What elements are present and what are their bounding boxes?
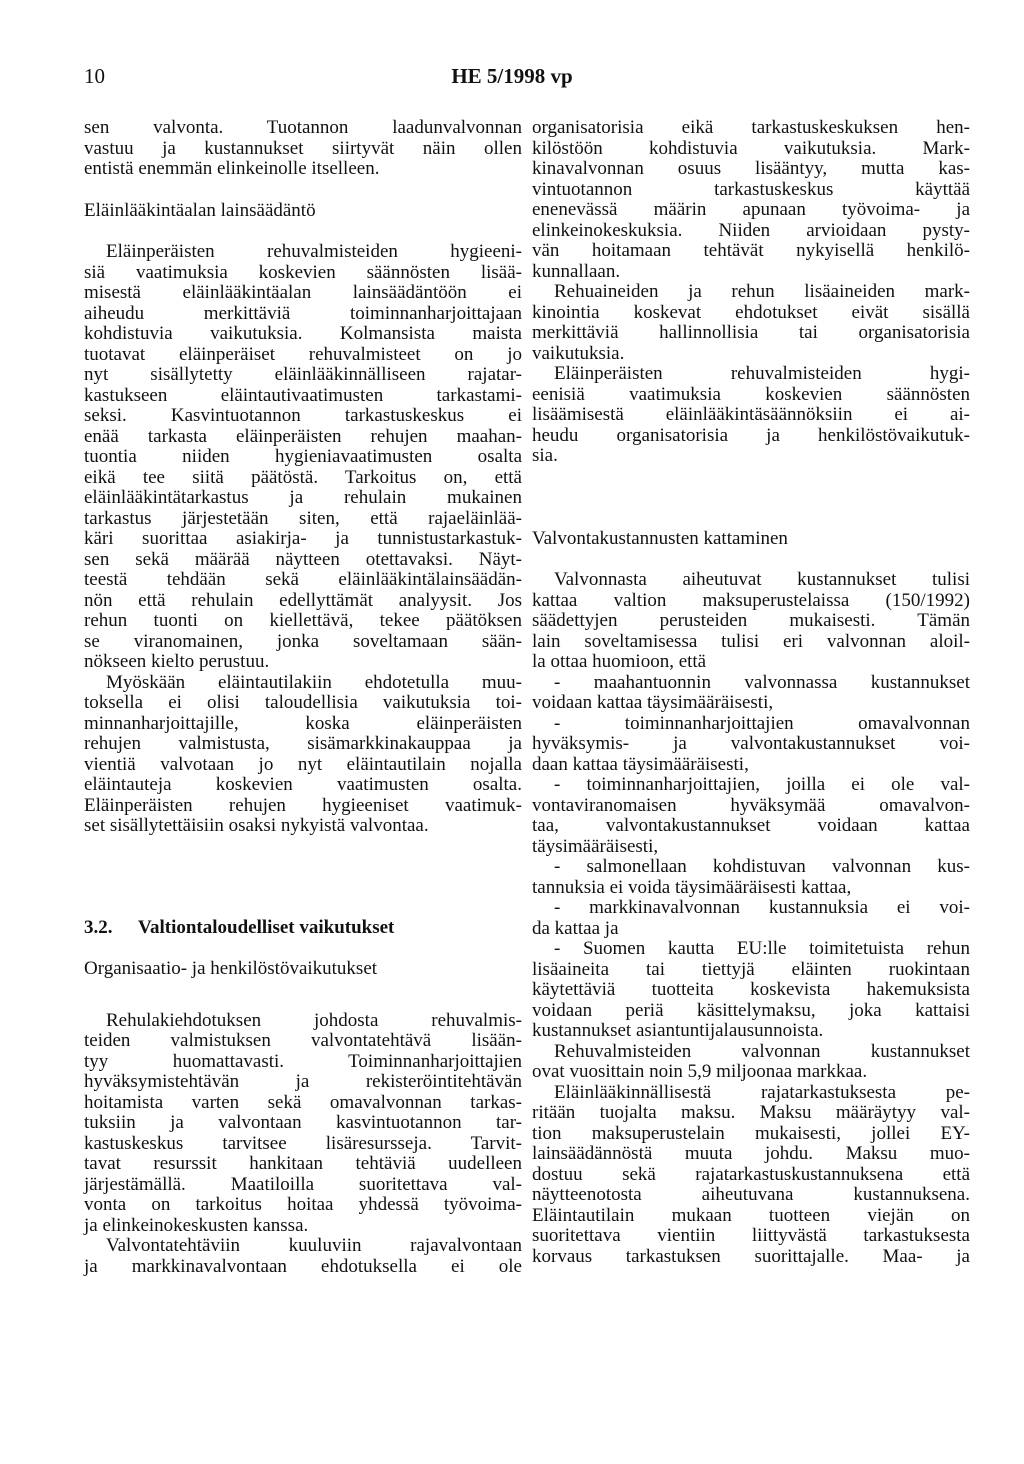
text-line: dostuu sekä rajatarkastuskustannuksena että bbox=[532, 1163, 970, 1185]
section-title: Valtiontaloudelliset vaikutukset bbox=[138, 916, 395, 938]
paragraph bbox=[84, 1011, 522, 1237]
text-line: kunnallaan. bbox=[532, 260, 621, 282]
list-item bbox=[532, 898, 970, 939]
text-line: kohdistuvia vaikutuksia. Kolmansista maista bbox=[84, 323, 522, 344]
text-line: käri suorittaa asiakirja- ja tunnistustarkastuk- bbox=[84, 528, 522, 549]
text-line: - toiminnanharjoittajien omavalvonnan bbox=[554, 712, 970, 734]
text-line: nön että rehulain edellyttämät analyysit. Jos bbox=[84, 589, 522, 611]
text-line: ja elinkeinokeskusten kanssa. bbox=[84, 1214, 309, 1236]
text-line: enää tarkasta eläinperäisten rehujen maahan- bbox=[84, 425, 522, 447]
paragraph bbox=[84, 242, 522, 673]
text-line: Rehuaineiden ja rehun lisäaineiden mark- bbox=[554, 281, 970, 302]
text-line: enenevässä määrin apunaan työvoima- ja bbox=[532, 199, 970, 220]
text-line: organisatorisia eikä tarkastuskeskuksen hen- bbox=[532, 117, 970, 138]
paragraph bbox=[532, 118, 970, 282]
paragraph bbox=[532, 570, 970, 673]
text-line: hyväksymis- ja valvontakustannukset voi- bbox=[532, 733, 970, 754]
text-line: - Suomen kautta EU:lle toimitetuista rehun bbox=[554, 938, 970, 959]
text-line: Rehuvalmisteiden valvonnan kustannukset bbox=[554, 1040, 970, 1062]
left-column bbox=[84, 118, 522, 1277]
running-title: HE 5/1998 vp bbox=[451, 64, 573, 88]
text-line: eläintauteja koskevien vaatimusten osalta. bbox=[84, 774, 522, 795]
right-column bbox=[532, 118, 970, 1267]
text-line: järjestämällä. Maatiloilla suoritettava val- bbox=[84, 1173, 522, 1195]
paragraph bbox=[532, 1042, 970, 1083]
text-line: kilöstöön kohdistuvia vaikutuksia. Mark- bbox=[532, 137, 970, 159]
text-line: teiden valmistuksen valvontatehtävä lisään- bbox=[84, 1030, 522, 1051]
text-line: entistä enemmän elinkeinolle itselleen. bbox=[84, 158, 380, 179]
text-line: Eläinperäisten rehuvalmisteiden hygi- bbox=[554, 363, 970, 384]
text-line: la ottaa huomioon, että bbox=[532, 651, 707, 672]
text-line: korvaus tarkastuksen suorittajalle. Maa- ja bbox=[532, 1245, 970, 1267]
text-line: taa, valvontakustannukset voidaan kattaa bbox=[532, 815, 970, 836]
text-line: vän hoitamaan tehtävät nykyisellä henkilö- bbox=[532, 240, 970, 261]
text-line: tyy huomattavasti. Toiminnanharjoittajien bbox=[84, 1050, 522, 1072]
text-line: rehun tuonti on kiellettävä, tekee päätöksen bbox=[84, 610, 522, 631]
text-line: Valvontatehtäviin kuuluviin rajavalvontaan bbox=[106, 1235, 522, 1256]
paragraph bbox=[84, 673, 522, 837]
text-line: voidaan periä käsittelymaksu, joka kattaisi bbox=[532, 999, 970, 1021]
text-line: Valvonnasta aiheutuvat kustannukset tulisi bbox=[554, 569, 970, 590]
text-line: sen sekä määrää näytteen otettavaksi. Näyt- bbox=[84, 548, 522, 570]
subheading: Eläinlääkintäalan lainsäädäntö bbox=[84, 199, 316, 221]
section-heading bbox=[84, 918, 522, 939]
text-line: misestä eläinlääkintäalan lainsäädäntöön ei bbox=[84, 282, 522, 303]
text-line: elinkeinokeskuksia. Niiden arvioidaan pysty- bbox=[532, 219, 970, 241]
paragraph bbox=[84, 118, 522, 180]
text-line: Eläinperäisten rehujen hygieeniset vaatimuk- bbox=[84, 794, 522, 816]
text-line: tannuksia ei voida täysimääräisesti kattaa, bbox=[532, 876, 852, 898]
list-item bbox=[532, 775, 970, 857]
text-line: sen valvonta. Tuotannon laadunvalvonnan bbox=[84, 117, 522, 138]
list-item bbox=[532, 673, 970, 714]
text-line: Rehulakiehdotuksen johdosta rehuvalmis- bbox=[106, 1009, 522, 1031]
text-line: vonta on tarkoitus hoitaa yhdessä työvoima- bbox=[84, 1194, 522, 1215]
text-line: toksella ei olisi taloudellisia vaikutuksia toi- bbox=[84, 692, 522, 713]
text-line: set sisällytettäisiin osaksi nykyistä valvontaa. bbox=[84, 815, 429, 836]
text-line: vintuotannon tarkastuskeskus käyttää bbox=[532, 178, 970, 200]
text-line: sia. bbox=[532, 445, 558, 466]
text-line: tuontia niiden hygieniavaatimusten osalta bbox=[84, 446, 522, 467]
page-number: 10 bbox=[84, 64, 105, 88]
text-line: eenisiä vaatimuksia koskevien säännösten bbox=[532, 383, 970, 405]
text-line: säädettyjen perusteiden mukaisesti. Tämän bbox=[532, 610, 970, 631]
text-line: eläinlääkintätarkastus ja rehulain mukainen bbox=[84, 487, 522, 508]
text-line: kattaa valtion maksuperustelaissa (150/1992) bbox=[532, 589, 970, 611]
text-line: täysimääräisesti, bbox=[532, 835, 659, 857]
text-line: tavat resurssit hankitaan tehtäviä uudelleen bbox=[84, 1153, 522, 1174]
text-line: lain soveltamisessa tulisi eri valvonnan aloil- bbox=[532, 630, 970, 652]
text-line: tarkastus järjestetään siten, että rajaeläinlää- bbox=[84, 507, 522, 529]
subheading: Valvontakustannusten kattaminen bbox=[532, 527, 788, 549]
text-line: näytteenotosta aiheutuvana kustannuksena. bbox=[532, 1184, 970, 1205]
text-line: hyväksymistehtävän ja rekisteröintitehtävän bbox=[84, 1071, 522, 1092]
text-line: tuotavat eläinperäiset rehuvalmisteet on jo bbox=[84, 343, 522, 365]
text-line: tuksiin ja valvontaan kasvintuotannon tar- bbox=[84, 1112, 522, 1133]
text-line: seksi. Kasvintuotannon tarkastuskeskus ei bbox=[84, 405, 522, 426]
list-item bbox=[532, 714, 970, 776]
text-line: minnanharjoittajille, koska eläinperäisten bbox=[84, 712, 522, 734]
text-line: nyt sisällytetty eläinlääkinnälliseen rajatar- bbox=[84, 364, 522, 385]
text-line: - markkinavalvonnan kustannuksia ei voi- bbox=[554, 897, 970, 918]
text-line: eikä tee siitä päätöstä. Tarkoitus on, että bbox=[84, 466, 522, 488]
text-line: voidaan kattaa täysimääräisesti, bbox=[532, 692, 774, 713]
text-line: kinointia koskevat ehdotukset eivät sisällä bbox=[532, 301, 970, 323]
text-line: kastuskeskus tarvitsee lisäresursseja. Tarvit- bbox=[84, 1132, 522, 1154]
text-line: kastukseen eläintautivaatimusten tarkastami- bbox=[84, 384, 522, 406]
text-line: ritään tuojalta maksu. Maksu määräytyy val- bbox=[532, 1102, 970, 1123]
text-line: Eläinperäisten rehuvalmisteiden hygieeni- bbox=[106, 241, 522, 262]
text-line: heudu organisatorisia ja henkilöstövaikutuk- bbox=[532, 424, 970, 446]
text-line: teestä tehdään sekä eläinlääkintälainsäädän- bbox=[84, 569, 522, 590]
text-line: ja markkinavalvontaan ehdotuksella ei ole bbox=[84, 1255, 522, 1277]
text-line: da kattaa ja bbox=[532, 917, 619, 939]
text-line: käytettäviä tuotteita koskevista hakemuksista bbox=[532, 979, 970, 1000]
text-line: ovat vuosittain noin 5,9 miljoonaa markkaa. bbox=[532, 1061, 868, 1082]
text-line: vientiä valvotaan jo nyt eläintautilain nojalla bbox=[84, 753, 522, 775]
text-line: Eläintautilain mukaan tuotteen viejän on bbox=[532, 1204, 970, 1226]
text-line: - toiminnanharjoittajien, joilla ei ole val- bbox=[554, 774, 970, 795]
text-line: - salmonellaan kohdistuvan valvonnan kus- bbox=[554, 856, 970, 877]
text-line: lisäämisestä eläinlääkintäsäännöksiin ei ai- bbox=[532, 404, 970, 425]
list-item bbox=[532, 939, 970, 1042]
text-line: kustannukset asiantuntijalausunnoista. bbox=[532, 1020, 824, 1041]
text-line: lisäaineita tai tiettyjä eläinten ruokintaan bbox=[532, 958, 970, 980]
text-line: merkittäviä hallinnollisia tai organisatorisia bbox=[532, 322, 970, 343]
text-line: aiheudu merkittäviä toiminnanharjoittajaan bbox=[84, 302, 522, 324]
text-line: lainsäädännöstä muuta johdu. Maksu muo- bbox=[532, 1143, 970, 1164]
paragraph bbox=[84, 1236, 522, 1277]
list-item bbox=[532, 857, 970, 898]
text-line: daan kattaa täysimääräisesti, bbox=[532, 753, 749, 775]
text-line: se viranomainen, jonka soveltamaan sään- bbox=[84, 630, 522, 652]
text-line: Eläinlääkinnällisestä rajatarkastuksesta pe- bbox=[554, 1081, 970, 1103]
paragraph bbox=[532, 364, 970, 467]
text-line: nökseen kielto perustuu. bbox=[84, 651, 270, 672]
paragraph bbox=[532, 282, 970, 364]
text-line: kinavalvonnan osuus lisääntyy, mutta kas- bbox=[532, 158, 970, 179]
text-line: siä vaatimuksia koskevien säännösten lisää- bbox=[84, 261, 522, 283]
text-line: hoitamista varten sekä omavalvonnan tarkas- bbox=[84, 1091, 522, 1113]
text-line: vontaviranomaisen hyväksymää omavalvon- bbox=[532, 794, 970, 816]
text-line: - maahantuonnin valvonnassa kustannukset bbox=[554, 671, 970, 693]
text-line: tion maksuperustelain mukaisesti, jollei EY- bbox=[532, 1122, 970, 1144]
paragraph bbox=[532, 1083, 970, 1268]
text-line: Myöskään eläintautilakiin ehdotetulla muu- bbox=[106, 671, 522, 693]
subheading: Organisaatio- ja henkilöstövaikutukset bbox=[84, 958, 378, 979]
text-line: rehujen valmistusta, sisämarkkinakauppaa ja bbox=[84, 733, 522, 754]
text-line: vastuu ja kustannukset siirtyvät näin ollen bbox=[84, 137, 522, 159]
text-line: vaikutuksia. bbox=[532, 342, 625, 364]
text-line: suoritettava vientiin liittyvästä tarkastuksesta bbox=[532, 1225, 970, 1246]
section-number: 3.2. bbox=[84, 916, 113, 938]
